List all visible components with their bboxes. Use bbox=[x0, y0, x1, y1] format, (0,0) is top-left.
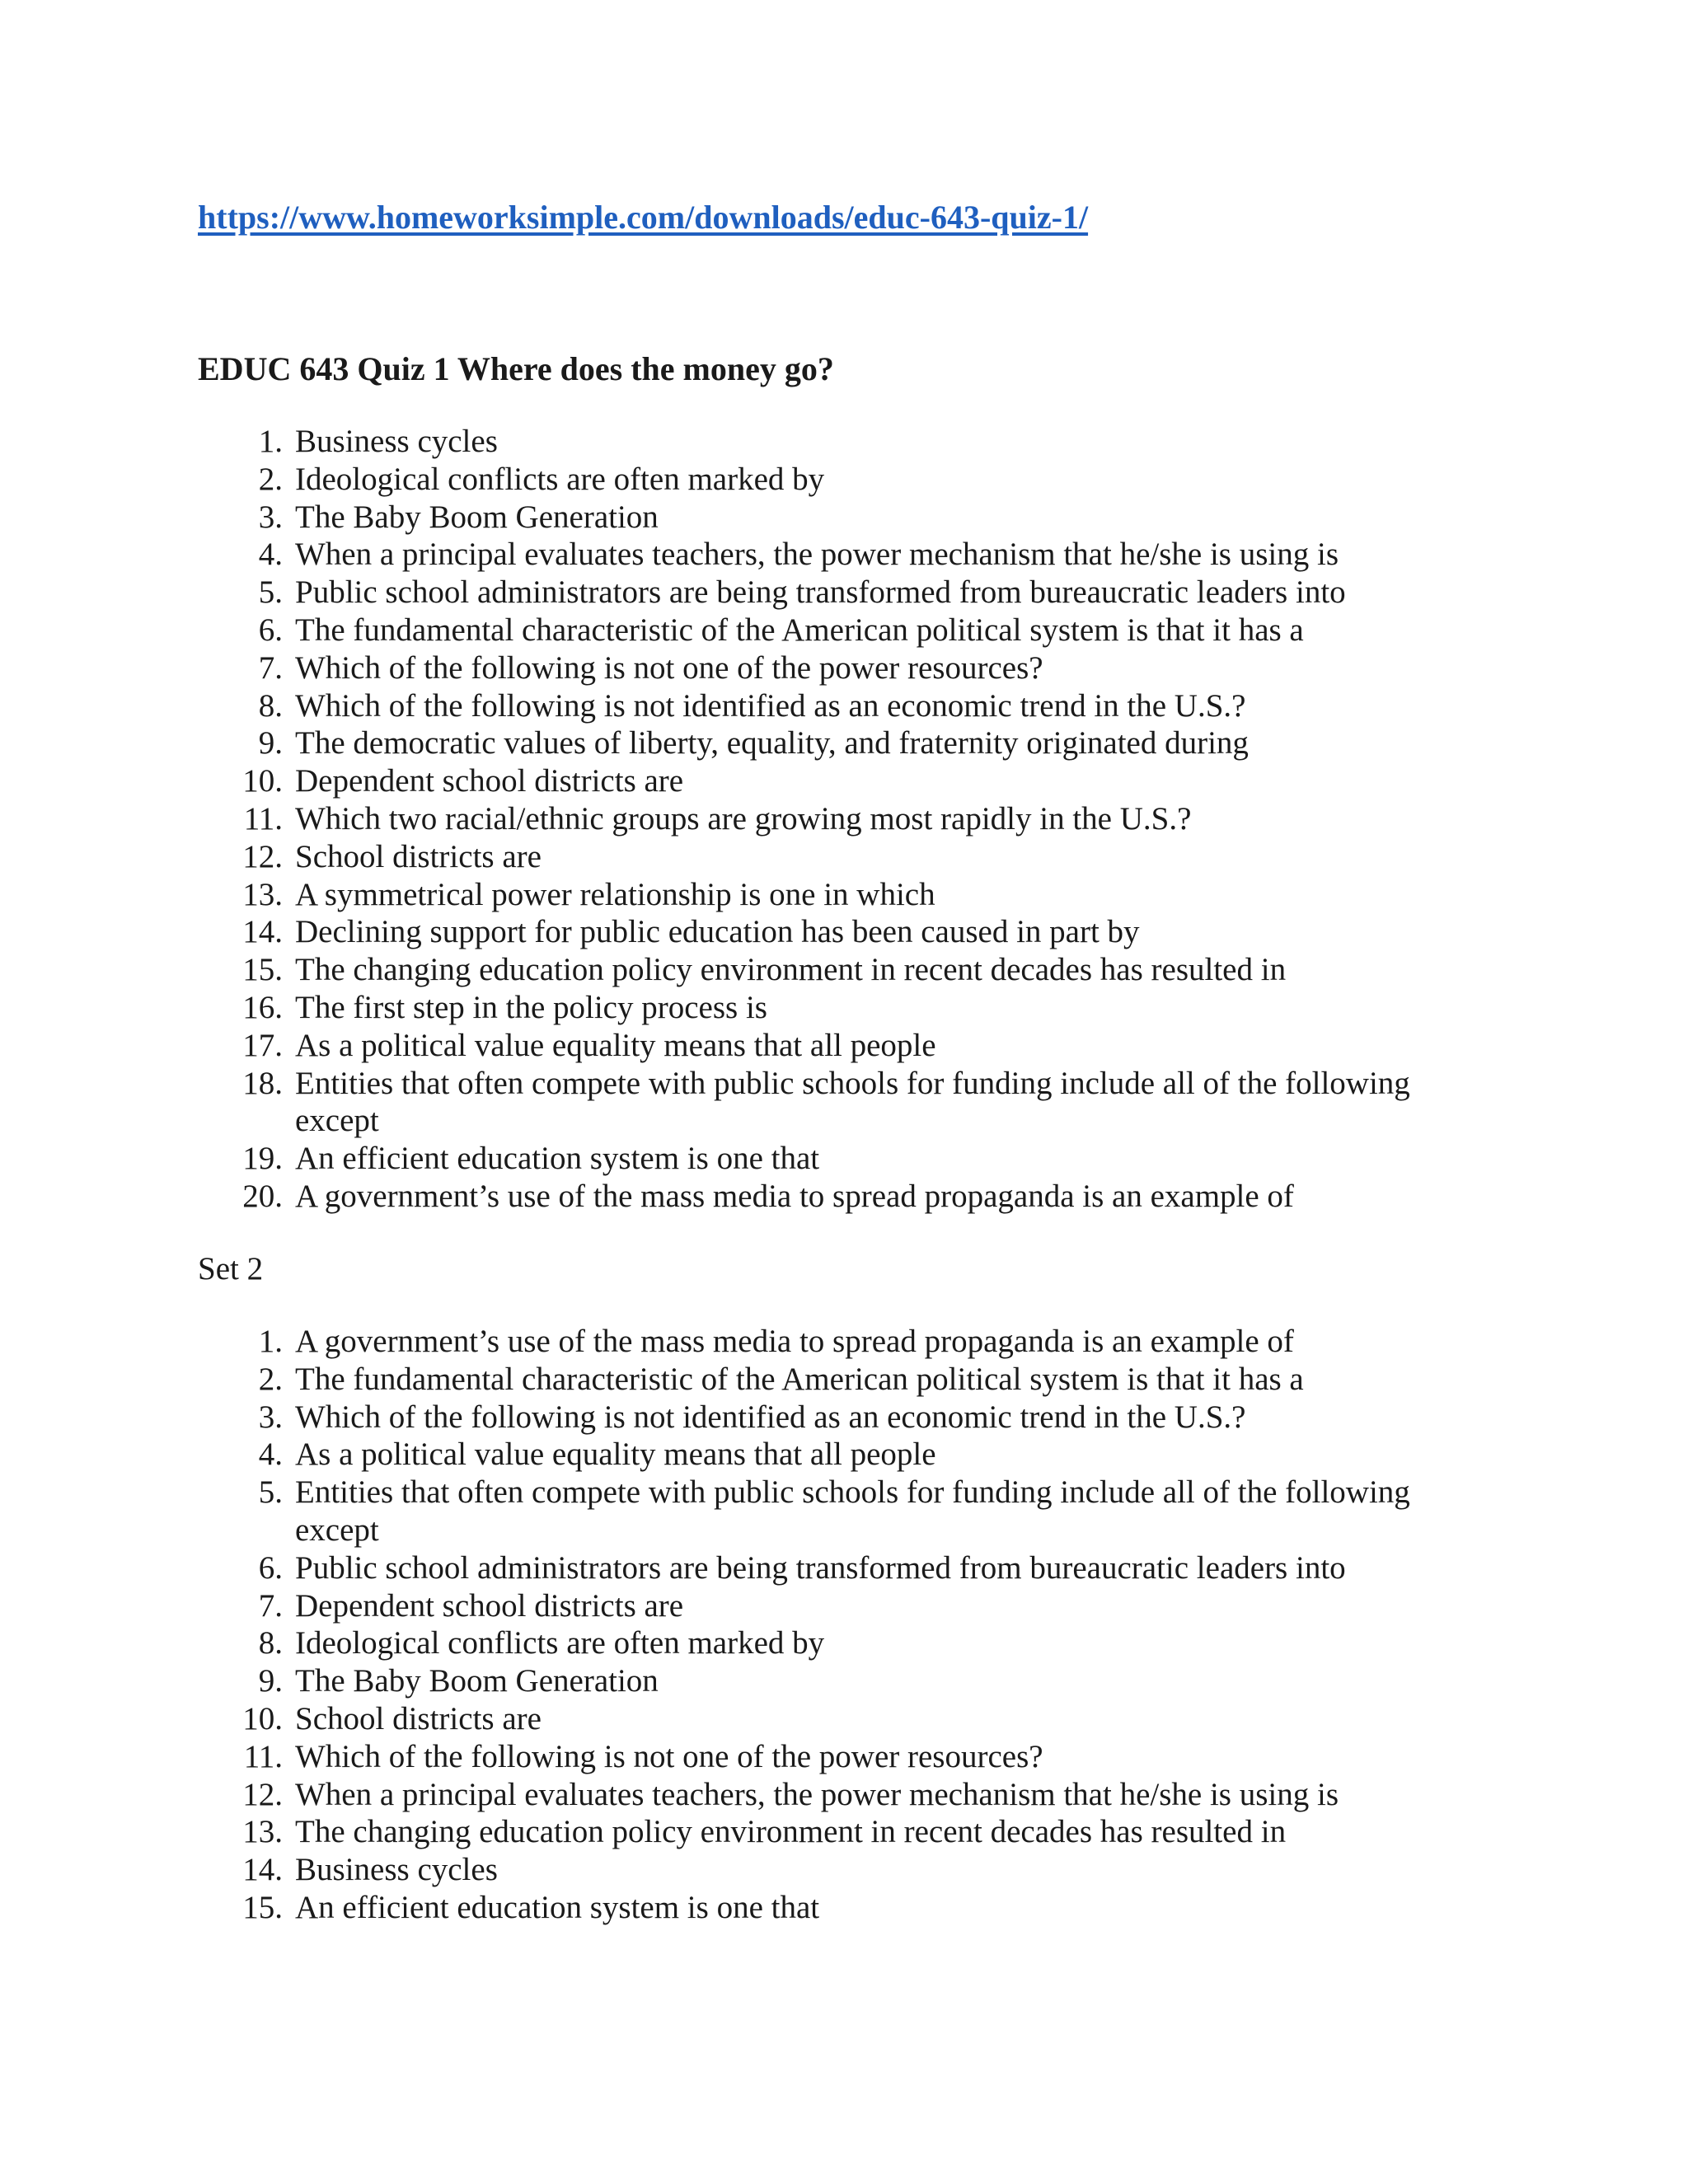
item-text: When a principal evaluates teachers, the power mechanism that he/she is using is bbox=[295, 537, 1339, 573]
list-item bbox=[0, 1587, 1688, 1625]
item-text: When a principal evaluates teachers, the power mechanism that he/she is using is bbox=[295, 1776, 1339, 1812]
list-item bbox=[0, 951, 1688, 989]
list-item bbox=[0, 724, 1688, 762]
item-text: Ideological conflicts are often marked by bbox=[295, 1625, 825, 1661]
list-item bbox=[0, 1738, 1688, 1776]
item-text: Entities that often compete with public schools for funding include all of the following except bbox=[295, 1474, 1410, 1548]
item-text: As a political value equality means that all people bbox=[295, 1436, 936, 1473]
item-number: 15. bbox=[242, 1889, 283, 1925]
list-item bbox=[0, 1436, 1688, 1474]
item-text: Business cycles bbox=[295, 424, 498, 459]
set-2-label: Set 2 bbox=[198, 1251, 264, 1286]
item-text: School districts are bbox=[295, 838, 542, 874]
item-text: The democratic values of liberty, equality, and fraternity originated during bbox=[295, 725, 1249, 762]
item-number: 14. bbox=[242, 1852, 283, 1888]
list-item bbox=[0, 423, 1688, 461]
item-number: 16. bbox=[242, 989, 283, 1025]
item-number: 1. bbox=[258, 424, 283, 459]
list-item bbox=[0, 1361, 1688, 1399]
item-number: 18. bbox=[242, 1065, 283, 1101]
list-item bbox=[0, 800, 1688, 838]
item-text: Dependent school districts are bbox=[295, 1587, 684, 1624]
item-text: A government’s use of the mass media to spread propaganda is an example of bbox=[295, 1178, 1294, 1214]
list-item bbox=[0, 574, 1688, 612]
list-item bbox=[0, 1323, 1688, 1361]
item-number: 15. bbox=[242, 952, 283, 988]
item-number: 20. bbox=[242, 1178, 283, 1214]
item-number: 9. bbox=[258, 725, 283, 762]
list-item bbox=[0, 499, 1688, 537]
item-text: Ideological conflicts are often marked by bbox=[295, 461, 825, 497]
item-text: Which of the following is not one of the power resources? bbox=[295, 649, 1043, 686]
list-item bbox=[0, 913, 1688, 951]
list-item bbox=[0, 1700, 1688, 1738]
list-item bbox=[0, 1178, 1688, 1216]
item-number: 14. bbox=[242, 914, 283, 950]
list-item bbox=[0, 1549, 1688, 1587]
item-number: 5. bbox=[258, 574, 283, 611]
item-number: 3. bbox=[258, 1399, 283, 1435]
list-item bbox=[0, 1624, 1688, 1662]
item-number: 4. bbox=[258, 537, 283, 573]
item-text: Which of the following is not identified as an economic trend in the U.S.? bbox=[295, 1399, 1246, 1435]
item-number: 13. bbox=[242, 1814, 283, 1850]
item-number: 7. bbox=[258, 1587, 283, 1624]
list-item bbox=[0, 876, 1688, 914]
item-number: 5. bbox=[258, 1474, 283, 1511]
item-text: An efficient education system is one that bbox=[295, 1141, 820, 1177]
item-text: The fundamental characteristic of the American political system is that it has a bbox=[295, 612, 1304, 648]
item-text: Which of the following is not one of the power resources? bbox=[295, 1738, 1043, 1774]
list-item bbox=[0, 649, 1688, 687]
list-item bbox=[0, 461, 1688, 499]
list-item bbox=[0, 1140, 1688, 1178]
item-number: 2. bbox=[258, 1361, 283, 1397]
item-number: 1. bbox=[258, 1324, 283, 1359]
list-item bbox=[0, 1027, 1688, 1065]
quiz-title: EDUC 643 Quiz 1 Where does the money go? bbox=[198, 350, 834, 387]
item-number: 7. bbox=[258, 649, 283, 686]
item-text: Which two racial/ethnic groups are growing most rapidly in the U.S.? bbox=[295, 800, 1192, 837]
item-number: 2. bbox=[258, 461, 283, 497]
list-item bbox=[0, 1065, 1688, 1141]
list-item bbox=[0, 1889, 1688, 1927]
question-list-set-2 bbox=[0, 1323, 1688, 1927]
item-number: 8. bbox=[258, 687, 283, 724]
item-text: Public school administrators are being transformed from bureaucratic leaders into bbox=[295, 1549, 1346, 1586]
item-number: 9. bbox=[258, 1663, 283, 1699]
item-number: 6. bbox=[258, 612, 283, 648]
item-text: The Baby Boom Generation bbox=[295, 499, 659, 535]
item-text: A government’s use of the mass media to spread propaganda is an example of bbox=[295, 1324, 1294, 1359]
list-item bbox=[0, 612, 1688, 649]
list-item bbox=[0, 989, 1688, 1027]
item-number: 8. bbox=[258, 1625, 283, 1661]
item-text: Declining support for public education has been caused in part by bbox=[295, 914, 1140, 950]
item-number: 12. bbox=[242, 1776, 283, 1812]
question-list-set-1 bbox=[0, 423, 1688, 1216]
item-text: Dependent school districts are bbox=[295, 763, 684, 799]
list-item bbox=[0, 762, 1688, 800]
item-number: 11. bbox=[243, 800, 283, 837]
list-item bbox=[0, 1776, 1688, 1814]
item-text: Public school administrators are being transformed from bureaucratic leaders into bbox=[295, 574, 1346, 611]
list-item bbox=[0, 838, 1688, 876]
item-number: 11. bbox=[243, 1738, 283, 1774]
source-url-link[interactable]: https://www.homeworksimple.com/downloads/educ-643-quiz-1/ bbox=[198, 199, 1089, 236]
item-number: 12. bbox=[242, 838, 283, 874]
item-number: 17. bbox=[242, 1027, 283, 1063]
item-text: The changing education policy environment in recent decades has resulted in bbox=[295, 1814, 1287, 1850]
item-text: Entities that often compete with public schools for funding include all of the following except bbox=[295, 1065, 1410, 1139]
item-text: Business cycles bbox=[295, 1852, 498, 1888]
list-item bbox=[0, 1399, 1688, 1436]
item-text: As a political value equality means that all people bbox=[295, 1027, 936, 1063]
item-text: School districts are bbox=[295, 1700, 542, 1736]
item-number: 13. bbox=[242, 876, 283, 912]
item-number: 3. bbox=[258, 499, 283, 535]
list-item bbox=[0, 687, 1688, 725]
item-text: The changing education policy environment in recent decades has resulted in bbox=[295, 952, 1287, 988]
list-item bbox=[0, 1662, 1688, 1700]
list-item bbox=[0, 536, 1688, 574]
item-text: Which of the following is not identified as an economic trend in the U.S.? bbox=[295, 687, 1246, 724]
item-number: 4. bbox=[258, 1436, 283, 1473]
list-item bbox=[0, 1813, 1688, 1851]
item-text: The first step in the policy process is bbox=[295, 989, 767, 1025]
list-item bbox=[0, 1851, 1688, 1889]
item-number: 19. bbox=[242, 1141, 283, 1177]
item-text: The Baby Boom Generation bbox=[295, 1663, 659, 1699]
item-number: 6. bbox=[258, 1549, 283, 1586]
item-text: The fundamental characteristic of the American political system is that it has a bbox=[295, 1361, 1304, 1397]
item-number: 10. bbox=[242, 1700, 283, 1736]
item-text: A symmetrical power relationship is one in which bbox=[295, 876, 935, 912]
item-text: An efficient education system is one that bbox=[295, 1889, 820, 1925]
item-number: 10. bbox=[242, 763, 283, 799]
list-item bbox=[0, 1474, 1688, 1549]
